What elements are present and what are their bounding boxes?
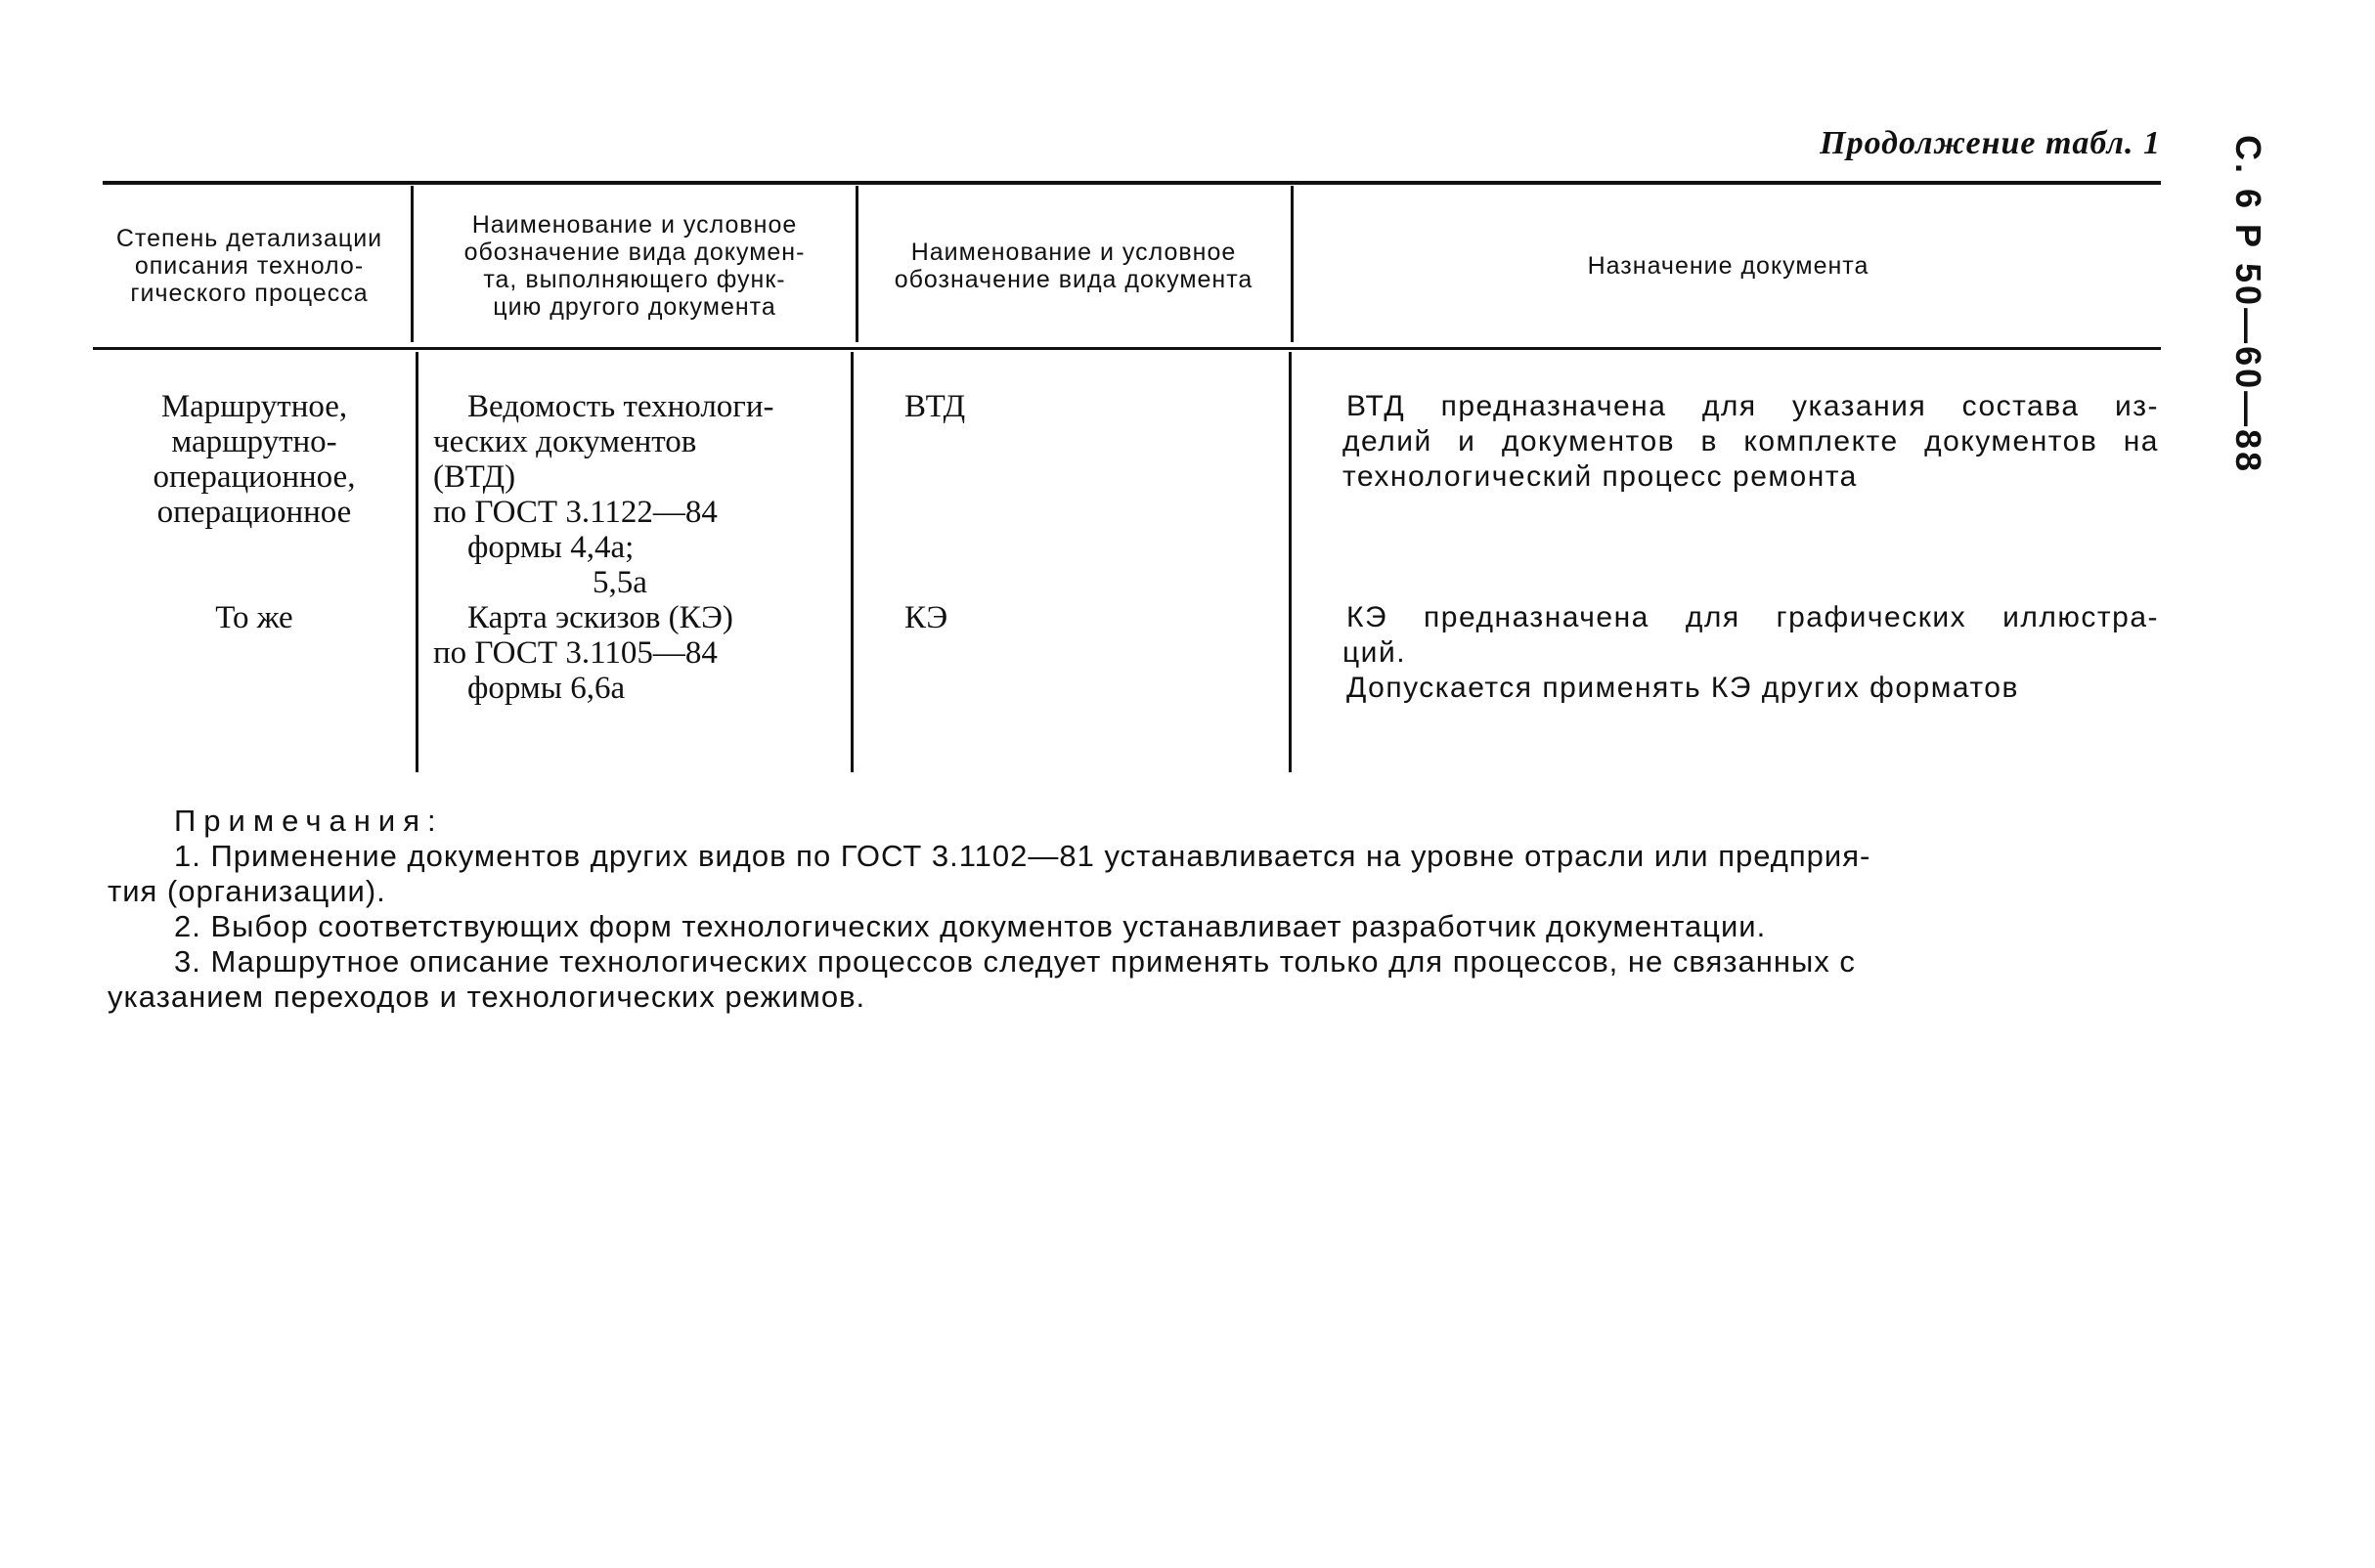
note-3-line-1: 3. Маршрутное описание технологических процессов следует применять только для процессов, не связанных с [174, 944, 1856, 979]
notes-section [108, 804, 2161, 1015]
header-divider-1 [411, 186, 414, 342]
table-top-rule [103, 181, 2161, 185]
row1-detail-level [93, 389, 416, 530]
header-line: Наименование и условное [910, 239, 1237, 266]
cell-line: Ведомость технологи- [467, 389, 774, 424]
cell-line: делий и документов в комплекте документов на [1342, 425, 2159, 457]
cell-line: Допускается применять КЭ других форматов [1346, 672, 2019, 704]
header-document-purpose [1296, 186, 2161, 346]
row1-substitute-document [433, 389, 854, 600]
header-divider-3 [1291, 186, 1294, 342]
row2-detail-level [93, 600, 416, 635]
cell-line: операционное, [153, 459, 356, 495]
cell-line: операционное [156, 495, 352, 530]
row2-document-code: КЭ [904, 600, 948, 635]
header-line: Степень детализации [115, 225, 383, 252]
row1-document-purpose [1342, 389, 2159, 495]
cell-line: 5,5а [593, 565, 647, 600]
cell-line: То же [215, 600, 293, 635]
cell-line: ВТД предназначена для указания состава из- [1346, 390, 2159, 422]
cell-line: технологический процесс ремонта [1342, 460, 1858, 493]
cell-line: маршрутно- [171, 424, 337, 459]
cell-line: Маршрутное, [160, 389, 348, 424]
note-1-line-2: тия (организации). [108, 874, 386, 908]
header-line: гического процесса [130, 280, 369, 307]
header-substitute-document [418, 186, 851, 346]
table-continuation-caption: Продолжение табл. 1 [1820, 125, 2161, 161]
row1-document-code: ВТД [904, 389, 966, 424]
header-line: цию другого документа [493, 293, 776, 321]
header-line: обозначение вида докумен- [463, 239, 806, 266]
header-divider-2 [856, 186, 858, 342]
header-line: обозначение вида документа [894, 266, 1253, 293]
body-divider-3 [1289, 352, 1292, 772]
body-divider-1 [416, 352, 418, 772]
header-bottom-rule [93, 347, 2161, 350]
header-line: Назначение документа [1587, 252, 1869, 280]
note-1-line-1: 1. Применение документов других видов по ГОСТ 3.1102—81 устанавливается на уровне отрасли или предприя- [174, 839, 1871, 873]
cell-line: по ГОСТ 3.1122—84 [433, 495, 718, 530]
cell-line: ческих документов [433, 424, 697, 459]
note-3-line-2: указанием переходов и технологических режимов. [108, 980, 866, 1014]
cell-line: КЭ предназначена для графических иллюстра- [1346, 601, 2159, 633]
cell-line: (ВТД) [433, 459, 516, 495]
cell-line: Карта эскизов (КЭ) [467, 600, 733, 635]
cell-line: ций. [1342, 636, 1407, 669]
header-line: та, выполняющего функ- [483, 266, 786, 293]
cell-line: по ГОСТ 3.1105—84 [433, 635, 718, 671]
header-line: описания техноло- [134, 252, 365, 280]
header-document-type [860, 186, 1287, 346]
cell-line: формы 6,6а [467, 671, 626, 706]
page-code: С. 6 Р 50—60—88 [2228, 135, 2268, 475]
row2-document-purpose [1342, 600, 2159, 706]
header-line: Наименование и условное [471, 211, 798, 239]
header-detail-level [93, 186, 406, 346]
cell-line: формы 4,4а; [467, 530, 635, 565]
note-2-line-1: 2. Выбор соответствующих форм технологических документов устанавливает разработчик документации. [174, 909, 1767, 943]
notes-title: Примечания: [174, 804, 444, 838]
row2-substitute-document [433, 600, 854, 706]
